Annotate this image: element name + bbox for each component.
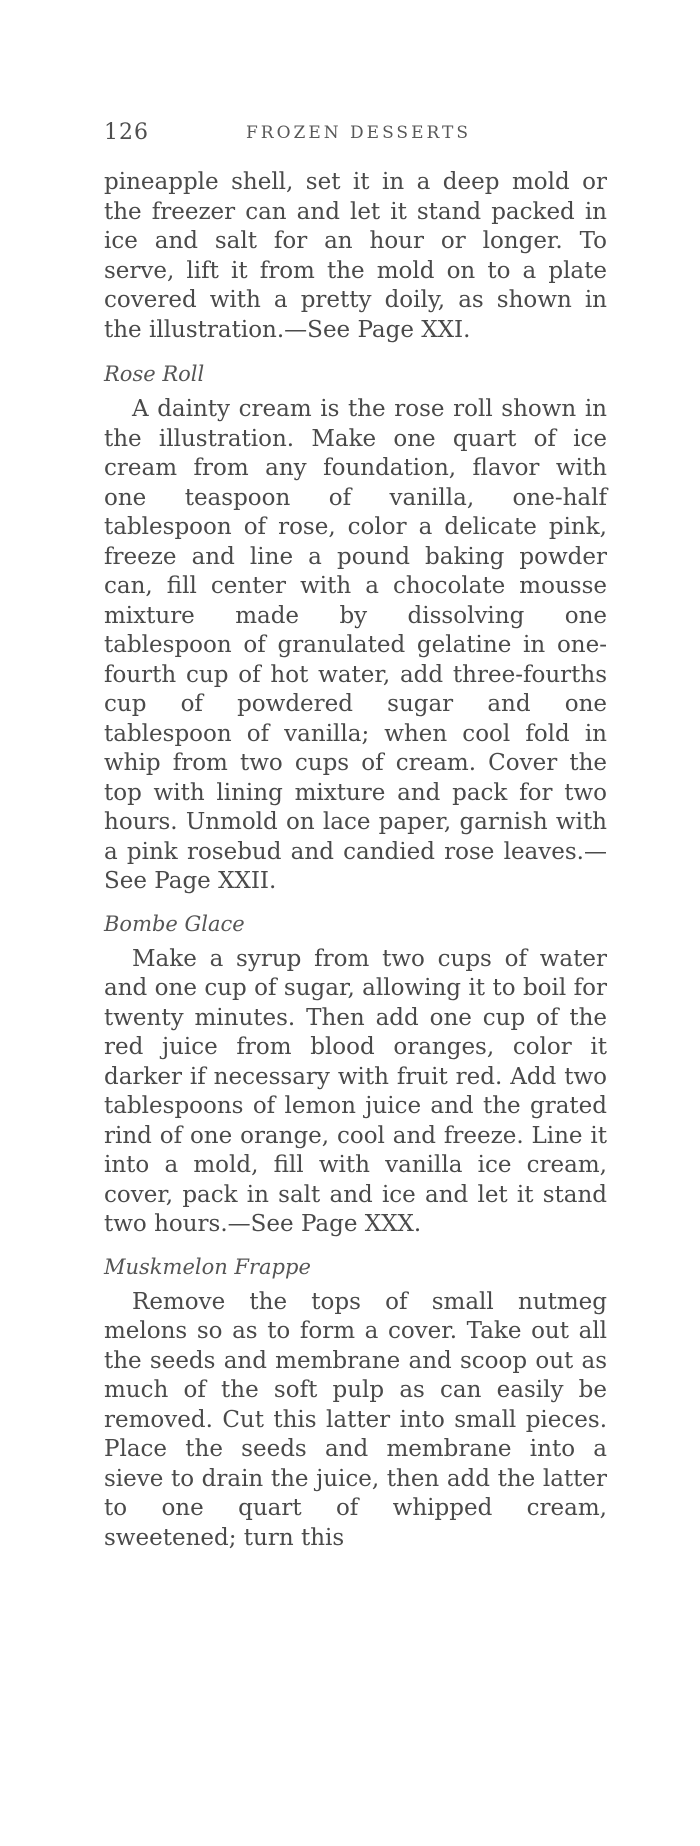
intro-paragraph: pineapple shell, set it in a deep mold or the freezer can and let it stand packed in ice and salt for an hour or longer. To serve, lift it from the mold on to a plate covered with a pretty doily, as shown in the illustration.—See Page XXI. [104, 169, 607, 343]
page-number: 126 [104, 120, 149, 145]
page-header [104, 120, 484, 152]
recipe-title: Rose Roll [104, 362, 205, 386]
recipe-title: Bombe Glace [104, 911, 245, 936]
recipe-rose-roll [104, 361, 607, 897]
recipe-muskmelon-frappe [104, 1254, 607, 1554]
running-head: FROZEN DESSERTS [246, 123, 471, 143]
recipe-body: Remove the tops of small nutmeg melons so as to form a cover. Take out all the seeds and membrane and scoop out as much of the soft pulp as can easily be removed. Cut this latter into small pieces. Place the seeds and membrane into a sieve to drain the juice, then add the latter to one quart of whipped cream, sweetened; turn this [104, 1288, 607, 1551]
page-content [104, 168, 607, 1553]
recipe-title: Muskmelon Frappe [104, 1254, 311, 1279]
recipe-body: Make a syrup from two cups of water and one cup of sugar, allowing it to boil for twenty minutes. Then add one cup of the red juice from blood oranges, color it darker if necessary with fruit red. Add two tablespoons of lemon juice and the grated rind of one orange, cool and freeze. Line it into a mold, fill with vanilla ice cream, cover, pack in salt and ice and let it stand two hours.—See Page XXX. [104, 945, 607, 1237]
recipe-body: A dainty cream is the rose roll shown in the illustration. Make one quart of ice cream from any foundation, flavor with one teaspoon of vanilla, one-half tablespoon of rose, color a delicate pink, freeze and line a pound baking powder can, fill center with a chocolate mousse mixture made by dissolving one tablespoon of granulated gelatine in one-fourth cup of hot water, add three-fourths cup of powdered sugar and one tablespoon of vanilla; when cool fold in whip from two cups of cream. Cover the top with lining mixture and pack for two hours. Unmold on lace paper, garnish with a pink rosebud and candied rose leaves.—See Page XXII. [104, 396, 607, 894]
recipe-bombe-glace [104, 911, 607, 1240]
